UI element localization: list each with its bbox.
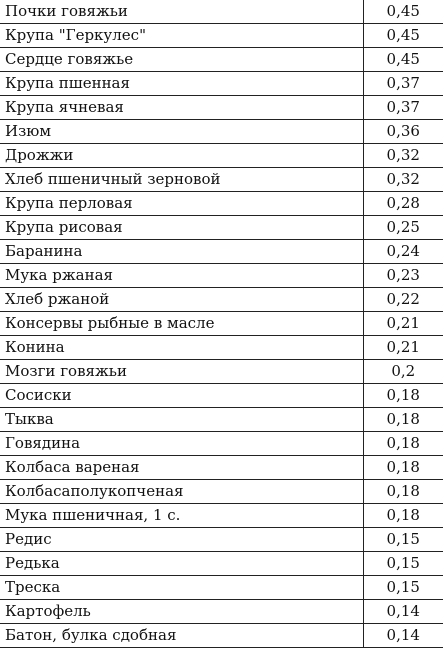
food-name-cell: Тыква [0, 408, 363, 432]
table-row [0, 24, 443, 48]
value-cell: 0,18 [363, 384, 443, 408]
value-cell: 0,15 [363, 528, 443, 552]
table-row [0, 288, 443, 312]
food-name-cell: Мука пшеничная, 1 с. [0, 504, 363, 528]
value-cell: 0,21 [363, 336, 443, 360]
value-cell: 0,18 [363, 456, 443, 480]
food-name-cell: Мука ржаная [0, 264, 363, 288]
food-name-cell: Редис [0, 528, 363, 552]
table-row [0, 432, 443, 456]
value-cell: 0,25 [363, 216, 443, 240]
table-row [0, 528, 443, 552]
table-row [0, 480, 443, 504]
value-cell: 0,18 [363, 432, 443, 456]
value-cell: 0,18 [363, 480, 443, 504]
table-row [0, 72, 443, 96]
table-row [0, 552, 443, 576]
food-name-cell: Колбаса вареная [0, 456, 363, 480]
value-cell: 0,14 [363, 624, 443, 648]
table-row [0, 504, 443, 528]
value-cell: 0,32 [363, 144, 443, 168]
table-row [0, 408, 443, 432]
food-name-cell: Говядина [0, 432, 363, 456]
food-name-cell: Крупа ячневая [0, 96, 363, 120]
value-cell: 0,45 [363, 0, 443, 24]
food-name-cell: Крупа рисовая [0, 216, 363, 240]
table-row [0, 336, 443, 360]
value-cell: 0,18 [363, 504, 443, 528]
table-row [0, 48, 443, 72]
food-name-cell: Редька [0, 552, 363, 576]
food-name-cell: Консервы рыбные в масле [0, 312, 363, 336]
table-row [0, 120, 443, 144]
value-cell: 0,22 [363, 288, 443, 312]
table-row [0, 576, 443, 600]
table-row [0, 168, 443, 192]
food-name-cell: Батон, булка сдобная [0, 624, 363, 648]
food-name-cell: Колбасаполукопченая [0, 480, 363, 504]
value-cell: 0,37 [363, 72, 443, 96]
food-name-cell: Крупа перловая [0, 192, 363, 216]
food-name-cell: Баранина [0, 240, 363, 264]
table-row [0, 0, 443, 24]
table-row [0, 192, 443, 216]
table-row [0, 96, 443, 120]
table-row [0, 216, 443, 240]
food-name-cell: Изюм [0, 120, 363, 144]
food-name-cell: Хлеб пшеничный зерновой [0, 168, 363, 192]
value-cell: 0,23 [363, 264, 443, 288]
value-cell: 0,2 [363, 360, 443, 384]
food-name-cell: Картофель [0, 600, 363, 624]
value-cell: 0,24 [363, 240, 443, 264]
table-row [0, 624, 443, 648]
table-row [0, 264, 443, 288]
food-name-cell: Хлеб ржаной [0, 288, 363, 312]
food-name-cell: Почки говяжьи [0, 0, 363, 24]
value-cell: 0,45 [363, 48, 443, 72]
table-row [0, 240, 443, 264]
value-cell: 0,14 [363, 600, 443, 624]
value-cell: 0,18 [363, 408, 443, 432]
food-name-cell: Сердце говяжье [0, 48, 363, 72]
table-row [0, 360, 443, 384]
table-row [0, 144, 443, 168]
food-name-cell: Крупа пшенная [0, 72, 363, 96]
value-cell: 0,32 [363, 168, 443, 192]
table-row [0, 456, 443, 480]
value-cell: 0,37 [363, 96, 443, 120]
food-name-cell: Сосиски [0, 384, 363, 408]
value-cell: 0,15 [363, 552, 443, 576]
food-name-cell: Дрожжи [0, 144, 363, 168]
food-name-cell: Крупа "Геркулес" [0, 24, 363, 48]
table-row [0, 600, 443, 624]
value-cell: 0,21 [363, 312, 443, 336]
value-cell: 0,28 [363, 192, 443, 216]
value-cell: 0,15 [363, 576, 443, 600]
food-name-cell: Треска [0, 576, 363, 600]
table-row [0, 312, 443, 336]
food-name-cell: Мозги говяжьи [0, 360, 363, 384]
food-name-cell: Конина [0, 336, 363, 360]
value-cell: 0,36 [363, 120, 443, 144]
value-cell: 0,45 [363, 24, 443, 48]
table-row [0, 384, 443, 408]
